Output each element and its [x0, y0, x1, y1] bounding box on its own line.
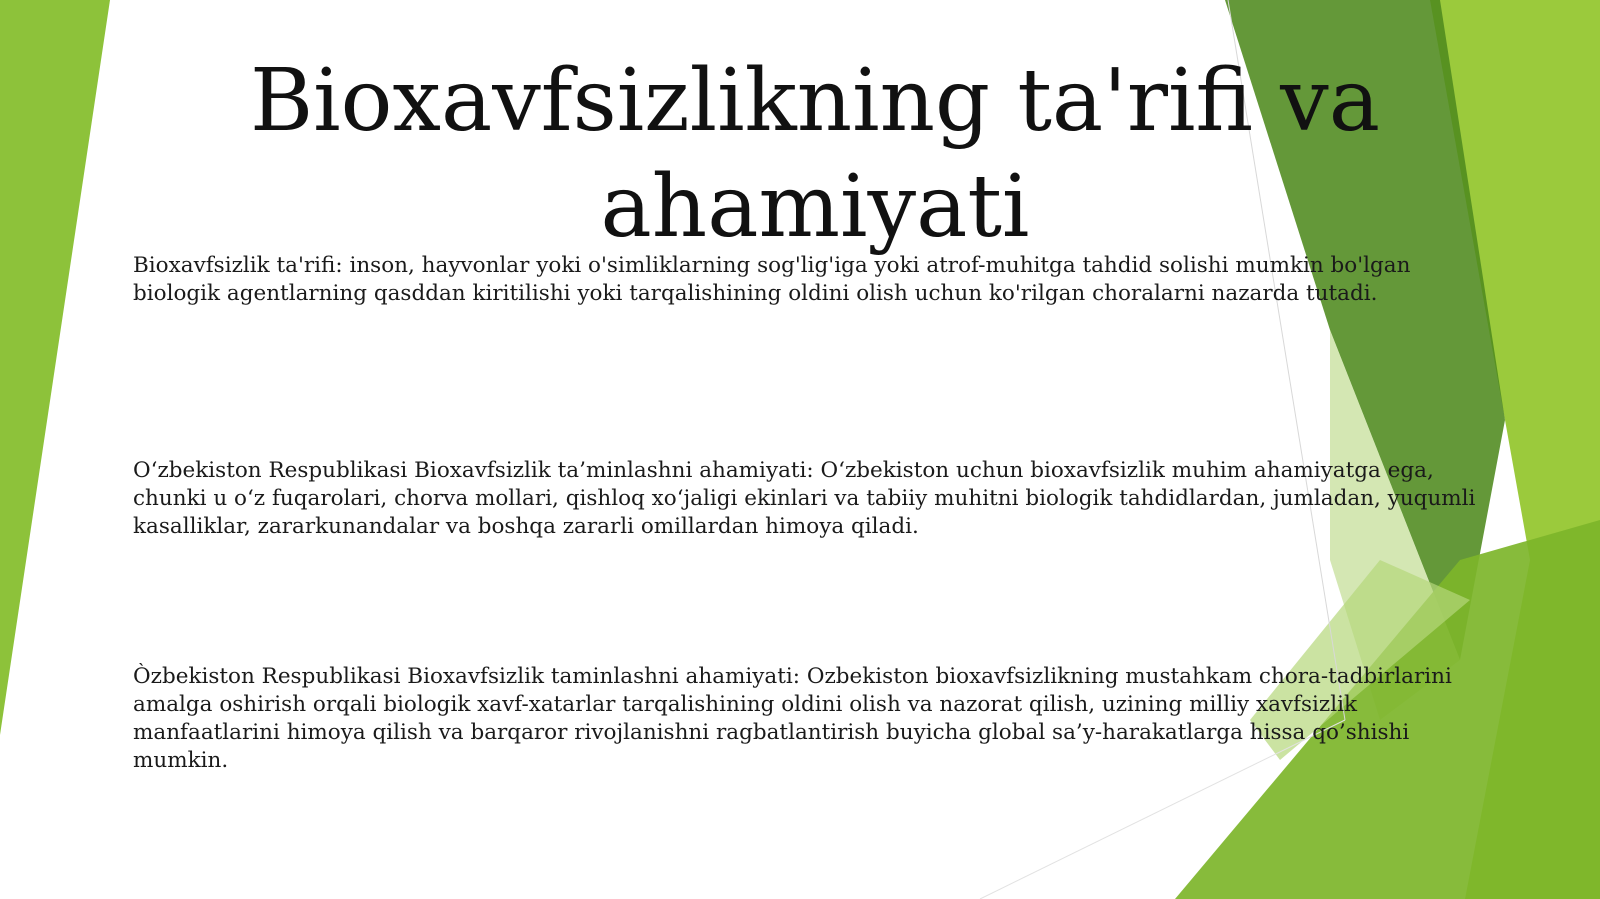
- paragraph-importance: O‘zbekiston Respublikasi Bioxavfsizlik ta’minlashni ahamiyati: O‘zbekiston uchun bioxavfsizlik muhim ahamiyatga ega, chunki u o‘z fuqarolari, chorva mollari, qishloq xo‘jaligi ekinlari va tabiiy muhitni biologik tahdidlardan, jumladan, yuqumli kasalliklar, zararkunandalar va boshqa zararli omillardan himoya qiladi.: [133, 458, 1476, 539]
- paragraph-definition: Bioxavfsizlik ta'rifi: inson, hayvonlar yoki o'simliklarning sog'lig'iga yoki atrof-muhitga tahdid solishi mumkin bo'lgan biologik agentlarning qasddan kiritilishi yoki tarqalishining oldini olish uchun ko'rilgan choralarni nazarda tutadi.: [133, 253, 1411, 306]
- left-accent-shape: [0, 0, 110, 735]
- paragraph-importance-global: Òzbekiston Respublikasi Bioxavfsizlik taminlashni ahamiyati: Ozbekiston bioxavfsizlikning mustahkam chora-tadbirlarini amalga oshirish orqali biologik xavf-xatarlar tarqalishining oldini olish va nazorat qilish, uzining milliy xavfsizlik manfaatlarini himoya qilish va barqaror rivojlanishni ragbatlantirish buyicha global sa’y-harakatlarga hissa qo’shishi mumkin.: [133, 664, 1452, 773]
- slide-title: Bioxavfsizlikning ta'rifi va ahamiyati: [249, 51, 1381, 257]
